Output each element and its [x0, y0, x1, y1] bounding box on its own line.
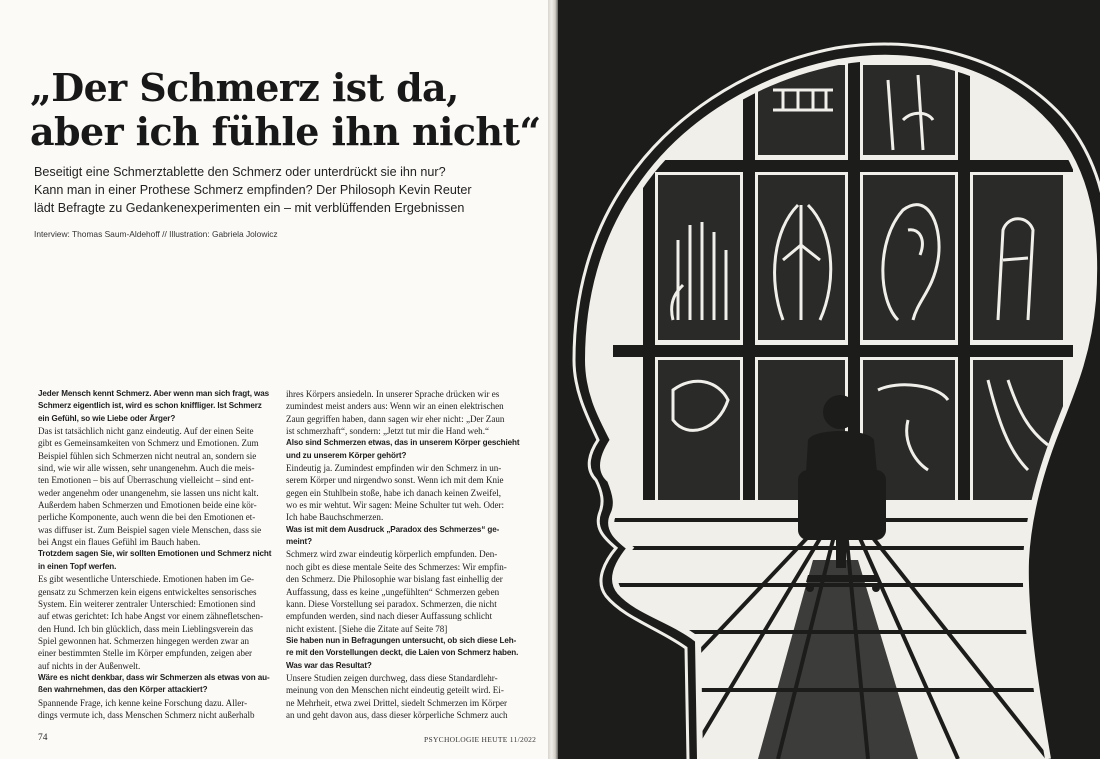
- question-line: meint?: [286, 537, 312, 547]
- question-line: Schmerz eigentlich ist, wird es schon kniffliger. Ist Schmerz: [38, 401, 262, 411]
- answer-line: einer bestimmten Stelle im Körper empfunden, zeigen aber: [38, 648, 253, 659]
- title-line: aber ich fühle ihn nicht“: [30, 109, 541, 154]
- question-line: ßen wahrnehmen, das den Körper attackiert?: [38, 685, 208, 695]
- answer-line: serem Körper und nirgendwo sonst. Wenn ich mit dem Knie: [286, 475, 504, 486]
- lead-line: Kann man in einer Prothese Schmerz empfinden? Der Philosoph Kevin Reuter: [34, 183, 472, 197]
- answer-line: Es gibt wesentliche Unterschiede. Emotionen haben im Ge-: [38, 574, 255, 585]
- question-line: re mit den Vorstellungen deckt, die Laien von Schmerz haben.: [286, 648, 519, 658]
- page-number: 74: [38, 733, 48, 743]
- question-line: Also sind Schmerzen etwas, das in unserem Körper geschieht: [286, 438, 520, 448]
- answer-line: Das ist tatsächlich nicht ganz eindeutig. Auf der einen Seite: [38, 426, 254, 437]
- right-page: [558, 0, 1100, 759]
- answer-line: Spannende Frage, ich kenne keine Forschung dazu. Aller-: [38, 697, 248, 708]
- question-line: Jeder Mensch kennt Schmerz. Aber wenn man sich fragt, was: [38, 389, 270, 398]
- lead-line: lädt Befragte zu Gedankenexperimenten ein – mit verblüffenden Ergebnissen: [34, 201, 465, 215]
- answer-line: gibt es Gemeinsamkeiten von Schmerz und Emotionen. Zum: [38, 438, 259, 449]
- body-column-right: [286, 388, 522, 721]
- question-line: Was war das Resultat?: [286, 660, 372, 670]
- answer-line: kann. Diese Vorstellung sei paradox. Schmerzen, die nicht: [286, 598, 497, 609]
- magazine-footer: PSYCHOLOGIE HEUTE 11/2022: [424, 735, 537, 744]
- lead-line: Beseitigt eine Schmerztablette den Schmerz oder unterdrückt sie ihn nur?: [34, 165, 446, 179]
- answer-line: Eindeutig ja. Zumindest empfinden wir den Schmerz in un-: [286, 463, 502, 474]
- answer-line: meinung von den Menschen nicht eindeutig geteilt wird. Ei-: [286, 685, 504, 696]
- question-line: Trotzdem sagen Sie, wir sollten Emotionen und Schmerz nicht: [38, 549, 272, 559]
- answer-line: den Schmerz. Die Philosophie war bislang fast einhellig der: [286, 574, 503, 585]
- question-line: und zu unserem Körper gehört?: [286, 450, 407, 460]
- answer-line: noch gibt es diese mentale Seite des Schmerzes: Wir empfin-: [286, 561, 507, 572]
- answer-line: zumindest meist anders aus: Wenn wir an einen elektrischen: [286, 401, 504, 412]
- answer-line: ihres Körpers ansiedeln. In unserer Sprache drücken wir es: [286, 389, 500, 399]
- answer-line: System. Ein weiterer zentraler Unterschied: Emotionen sind: [38, 598, 256, 609]
- answer-line: bei Angst ein flaues Gefühl im Bauch haben.: [38, 537, 201, 548]
- question-line: Sie haben nun in Befragungen untersucht, ob sich diese Leh-: [286, 635, 517, 645]
- answer-line: gensatz zu Schmerzen kein eigens entwickeltes sensorisches: [38, 586, 257, 597]
- article-title: [30, 65, 541, 154]
- answer-line: weder angenehm oder unangenehm, sie lassen uns nicht kalt.: [38, 487, 259, 498]
- answer-line: perliche Komponente, auch wenn die bei den Emotionen et-: [38, 512, 256, 523]
- answer-line: Auffassung, dass es keine „ungefühlten“ Schmerzen geben: [286, 586, 500, 597]
- question-line: in einen Topf werfen.: [38, 561, 117, 571]
- answer-line: Ich habe Bauchschmerzen.: [286, 512, 384, 523]
- question-line: Was ist mit dem Ausdruck „Paradox des Schmerzes“ ge-: [286, 524, 500, 534]
- answer-line: Spiel gewonnen hat. Schmerzen hingegen werden zwar an: [38, 635, 250, 646]
- answer-line: Außerdem haben Schmerzen und Emotionen beide eine kör-: [38, 500, 257, 511]
- answer-line: dings vermute ich, dass Menschen Schmerz nicht außerhalb: [38, 709, 255, 720]
- question-line: ein Gefühl, so wie Liebe oder Ärger?: [38, 413, 176, 423]
- left-page: [0, 0, 548, 759]
- article-credits: Interview: Thomas Saum-Aldehoff // Illustration: Gabriela Jolowicz: [34, 229, 278, 239]
- answer-line: empfunden werden, sind nach dieser Auffassung schlicht: [286, 611, 493, 622]
- answer-line: nicht existent. [Siehe die Zitate auf Seite 78]: [286, 623, 448, 634]
- answer-line: sind, wie wir alle wissen, sehr unangenehm. Auch die meis-: [38, 463, 255, 474]
- answer-line: was diffuser ist. Zum Beispiel sagen viele Menschen, dass sie: [38, 524, 262, 535]
- answer-line: Unsere Studien zeigen durchweg, dass diese Standardlehr-: [286, 672, 498, 683]
- body-column-left: [38, 388, 274, 721]
- answer-line: gegen ein Stuhlbein stoße, habe ich danach keinen Zweifel,: [286, 487, 502, 498]
- head-illustration: [558, 0, 1100, 759]
- answer-line: ne Mehrheit, etwa zwei Drittel, siedelt Schmerzen im Körper: [286, 697, 508, 708]
- answer-line: ist schmerzhaft“, sondern: „Jetzt tut mir die Hand weh.“: [286, 426, 489, 437]
- answer-line: Beispiel fühlen sich Schmerzen nicht neutral an, sondern sie: [38, 450, 257, 461]
- answer-line: auf nichts in der Außenwelt.: [38, 660, 141, 671]
- answer-line: Zaun gegriffen haben, dann sagen wir eher nicht: „Der Zaun: [286, 413, 505, 424]
- title-line: „Der Schmerz ist da,: [30, 65, 459, 110]
- answer-line: wo es mir wehtut. Wir sagen: Meine Schulter tut weh. Oder:: [286, 500, 505, 511]
- answer-line: auf etwas gerichtet: Ich habe Angst vor einem zähnefletschen-: [38, 611, 264, 622]
- answer-line: ten Emotionen – bis auf Überraschung vielleicht – sind ent-: [38, 475, 254, 486]
- question-line: Wäre es nicht denkbar, dass wir Schmerzen als etwas von au-: [38, 672, 270, 682]
- answer-line: an und geht davon aus, dass dieser körperliche Schmerz auch: [286, 709, 508, 720]
- answer-line: Schmerz wird zwar eindeutig körperlich empfunden. Den-: [286, 549, 498, 560]
- article-lead: [34, 163, 534, 217]
- answer-line: den Hund. Ich bin glücklich, dass mein Lieblingsverein das: [38, 623, 254, 634]
